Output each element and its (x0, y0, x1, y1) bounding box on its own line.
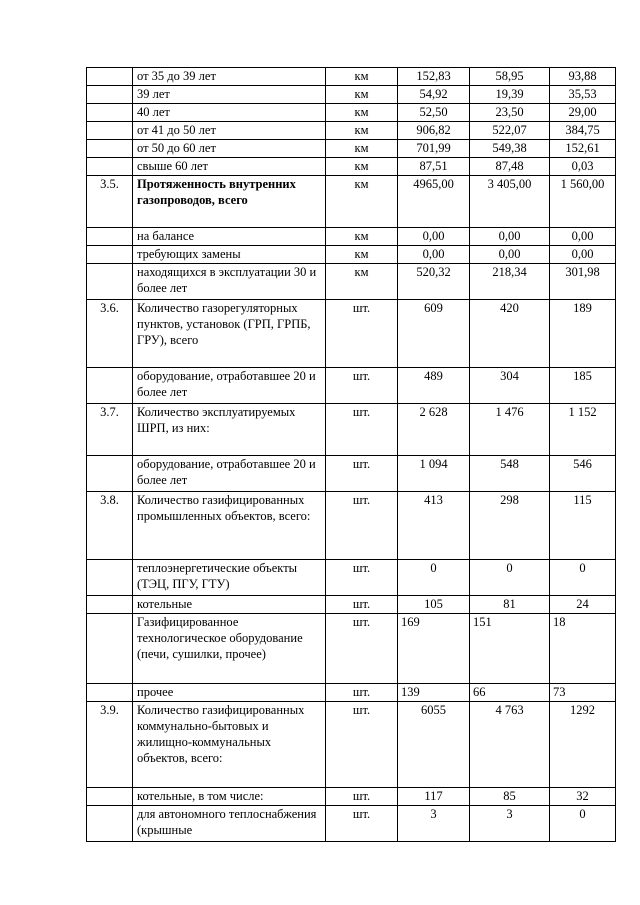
unit-cell: шт. (326, 368, 398, 404)
row-number-cell: 3.7. (87, 404, 133, 456)
table-row (87, 300, 616, 368)
value-third-cell: 1292 (550, 702, 616, 788)
unit-cell: км (326, 68, 398, 86)
row-name-cell: теплоэнергетические объекты (ТЭЦ, ПГУ, ГТУ) (133, 560, 326, 596)
table-row (87, 702, 616, 788)
row-name-cell: 40 лет (133, 104, 326, 122)
value-total-cell: 0,00 (398, 246, 470, 264)
value-total-cell: 906,82 (398, 122, 470, 140)
table-row (87, 264, 616, 300)
table-row (87, 614, 616, 684)
value-second-cell: 66 (470, 684, 550, 702)
row-number-cell (87, 104, 133, 122)
value-total-cell: 520,32 (398, 264, 470, 300)
value-third-cell: 546 (550, 456, 616, 492)
value-total-cell: 152,83 (398, 68, 470, 86)
unit-cell: шт. (326, 702, 398, 788)
row-name-cell: Количество газифицированных коммунально-бытовых и жилищно-коммунальных объектов, всего: (133, 702, 326, 788)
gas-infrastructure-table (86, 67, 616, 842)
unit-cell: км (326, 86, 398, 104)
value-total-cell: 0 (398, 560, 470, 596)
row-number-cell (87, 122, 133, 140)
row-name-cell: от 35 до 39 лет (133, 68, 326, 86)
value-third-cell: 32 (550, 788, 616, 806)
value-total-cell: 4965,00 (398, 176, 470, 228)
value-third-cell: 29,00 (550, 104, 616, 122)
unit-cell: км (326, 122, 398, 140)
row-name-cell: котельные (133, 596, 326, 614)
value-third-cell: 185 (550, 368, 616, 404)
table-row (87, 560, 616, 596)
value-second-cell: 85 (470, 788, 550, 806)
value-second-cell: 19,39 (470, 86, 550, 104)
table-row (87, 176, 616, 228)
row-number-cell (87, 228, 133, 246)
table-row (87, 158, 616, 176)
row-name-cell: прочее (133, 684, 326, 702)
unit-cell: шт. (326, 788, 398, 806)
value-total-cell: 117 (398, 788, 470, 806)
row-number-cell (87, 158, 133, 176)
value-total-cell: 6055 (398, 702, 470, 788)
row-number-cell: 3.5. (87, 176, 133, 228)
unit-cell: шт. (326, 300, 398, 368)
row-name-cell: требующих замены (133, 246, 326, 264)
row-name-cell: Количество газорегуляторных пунктов, установок (ГРП, ГРПБ, ГРУ), всего (133, 300, 326, 368)
unit-cell: км (326, 228, 398, 246)
unit-cell: шт. (326, 492, 398, 560)
row-number-cell (87, 596, 133, 614)
table-row (87, 456, 616, 492)
table-row (87, 806, 616, 842)
value-second-cell: 58,95 (470, 68, 550, 86)
value-total-cell: 52,50 (398, 104, 470, 122)
value-second-cell: 0,00 (470, 246, 550, 264)
table-row (87, 104, 616, 122)
table-body (87, 68, 616, 842)
row-name-cell: котельные, в том числе: (133, 788, 326, 806)
row-name-cell: оборудование, отработавшее 20 и более лет (133, 456, 326, 492)
row-name-cell: Газифицированное технологическое оборудование (печи, сушилки, прочее) (133, 614, 326, 684)
value-total-cell: 413 (398, 492, 470, 560)
row-number-cell: 3.8. (87, 492, 133, 560)
row-name-cell: находящихся в эксплуатации 30 и более лет (133, 264, 326, 300)
unit-cell: шт. (326, 404, 398, 456)
value-third-cell: 35,53 (550, 86, 616, 104)
row-number-cell (87, 246, 133, 264)
row-number-cell (87, 140, 133, 158)
unit-cell: шт. (326, 596, 398, 614)
value-total-cell: 1 094 (398, 456, 470, 492)
value-second-cell: 81 (470, 596, 550, 614)
row-name-cell: оборудование, отработавшее 20 и более лет (133, 368, 326, 404)
value-second-cell: 218,34 (470, 264, 550, 300)
value-second-cell: 151 (470, 614, 550, 684)
row-name-cell: 39 лет (133, 86, 326, 104)
row-number-cell (87, 86, 133, 104)
value-second-cell: 87,48 (470, 158, 550, 176)
row-name-cell: от 41 до 50 лет (133, 122, 326, 140)
value-total-cell: 105 (398, 596, 470, 614)
value-second-cell: 548 (470, 456, 550, 492)
value-third-cell: 152,61 (550, 140, 616, 158)
row-number-cell (87, 684, 133, 702)
unit-cell: шт. (326, 806, 398, 842)
value-third-cell: 93,88 (550, 68, 616, 86)
value-second-cell: 522,07 (470, 122, 550, 140)
row-number-cell (87, 264, 133, 300)
table-row (87, 228, 616, 246)
table-row (87, 86, 616, 104)
unit-cell: км (326, 140, 398, 158)
value-second-cell: 420 (470, 300, 550, 368)
value-total-cell: 701,99 (398, 140, 470, 158)
row-number-cell (87, 456, 133, 492)
value-second-cell: 1 476 (470, 404, 550, 456)
value-total-cell: 169 (398, 614, 470, 684)
value-third-cell: 115 (550, 492, 616, 560)
table-row (87, 684, 616, 702)
unit-cell: км (326, 104, 398, 122)
value-total-cell: 54,92 (398, 86, 470, 104)
value-total-cell: 489 (398, 368, 470, 404)
table-row (87, 596, 616, 614)
row-name-cell: свыше 60 лет (133, 158, 326, 176)
table-row (87, 140, 616, 158)
table-row (87, 404, 616, 456)
table-row (87, 122, 616, 140)
value-third-cell: 384,75 (550, 122, 616, 140)
row-name-cell: на балансе (133, 228, 326, 246)
value-total-cell: 609 (398, 300, 470, 368)
value-second-cell: 0,00 (470, 228, 550, 246)
unit-cell: шт. (326, 560, 398, 596)
value-second-cell: 3 405,00 (470, 176, 550, 228)
row-number-cell (87, 560, 133, 596)
value-third-cell: 301,98 (550, 264, 616, 300)
table-row (87, 246, 616, 264)
table-row (87, 368, 616, 404)
value-third-cell: 0 (550, 806, 616, 842)
value-third-cell: 0,00 (550, 228, 616, 246)
value-second-cell: 23,50 (470, 104, 550, 122)
value-total-cell: 139 (398, 684, 470, 702)
unit-cell: шт. (326, 614, 398, 684)
row-number-cell (87, 788, 133, 806)
value-total-cell: 0,00 (398, 228, 470, 246)
row-number-cell (87, 68, 133, 86)
unit-cell: км (326, 246, 398, 264)
unit-cell: км (326, 158, 398, 176)
row-name-cell: для автономного теплоснабжения (крышные (133, 806, 326, 842)
row-number-cell (87, 368, 133, 404)
value-third-cell: 1 152 (550, 404, 616, 456)
unit-cell: шт. (326, 684, 398, 702)
value-third-cell: 189 (550, 300, 616, 368)
row-number-cell: 3.6. (87, 300, 133, 368)
value-total-cell: 2 628 (398, 404, 470, 456)
value-third-cell: 0,00 (550, 246, 616, 264)
unit-cell: км (326, 176, 398, 228)
unit-cell: км (326, 264, 398, 300)
value-second-cell: 304 (470, 368, 550, 404)
row-number-cell: 3.9. (87, 702, 133, 788)
value-third-cell: 0 (550, 560, 616, 596)
value-third-cell: 18 (550, 614, 616, 684)
value-second-cell: 298 (470, 492, 550, 560)
table-row (87, 788, 616, 806)
value-second-cell: 3 (470, 806, 550, 842)
table-row (87, 68, 616, 86)
row-name-cell: от 50 до 60 лет (133, 140, 326, 158)
row-name-cell: Протяженность внутренних газопроводов, всего (133, 176, 326, 228)
unit-cell: шт. (326, 456, 398, 492)
value-second-cell: 4 763 (470, 702, 550, 788)
value-third-cell: 73 (550, 684, 616, 702)
value-total-cell: 87,51 (398, 158, 470, 176)
value-second-cell: 549,38 (470, 140, 550, 158)
row-name-cell: Количество газифицированных промышленных объектов, всего: (133, 492, 326, 560)
value-third-cell: 24 (550, 596, 616, 614)
value-total-cell: 3 (398, 806, 470, 842)
value-second-cell: 0 (470, 560, 550, 596)
row-number-cell (87, 806, 133, 842)
row-name-cell: Количество эксплуатируемых ШРП, из них: (133, 404, 326, 456)
value-third-cell: 0,03 (550, 158, 616, 176)
table-row (87, 492, 616, 560)
value-third-cell: 1 560,00 (550, 176, 616, 228)
row-number-cell (87, 614, 133, 684)
